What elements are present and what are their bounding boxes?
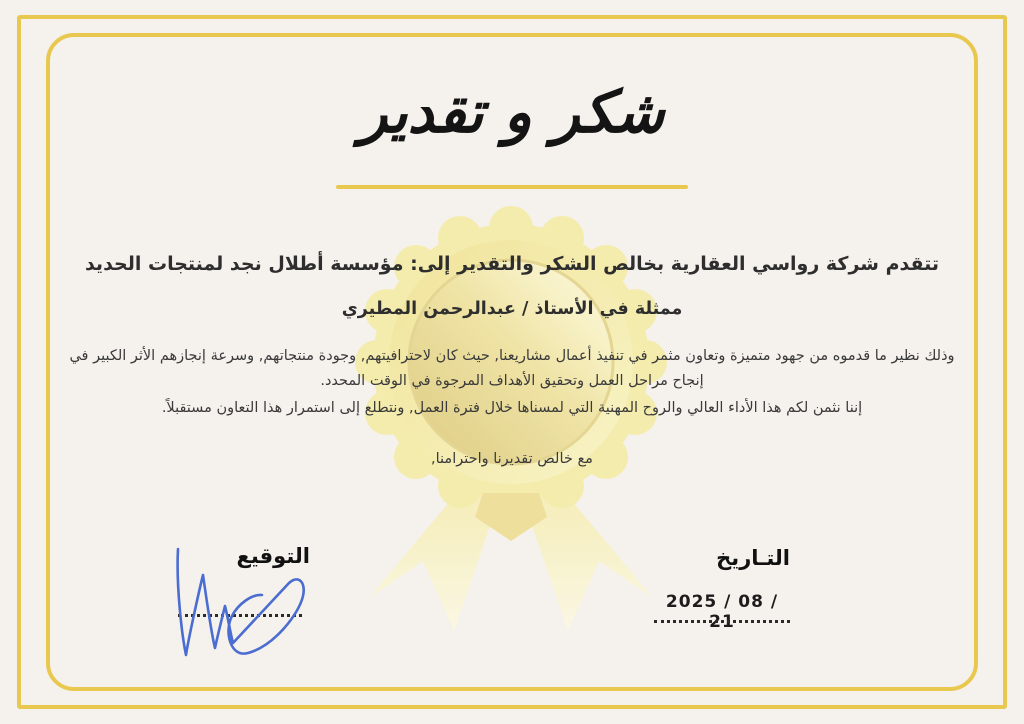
closing-line: مع خالص تقديرنا واحترامنا, bbox=[431, 451, 593, 467]
represented-by-line: ممثلة في الأستاذ / عبدالرحمن المطيري bbox=[341, 299, 683, 319]
date-value: 2025 / 08 / 21 bbox=[665, 592, 779, 632]
signature-icon bbox=[164, 546, 314, 664]
body-paragraph-1: وذلك نظير ما قدموه من جهود متميزة وتعاون مثمر في تنفيذ أعمال مشاريعنا, حيث كان لاحترافيتهم, وجودة منتجاتهم, وسرعة إنجازهم الأثر الكبير في إنجاح مراحل العمل وتحقيق الأهداف المرجوة في الوقت المحدد. bbox=[69, 348, 955, 389]
certificate-title: شكر و تقدير bbox=[359, 78, 665, 146]
signature-label: التوقيع bbox=[236, 544, 310, 568]
signature-block bbox=[160, 540, 320, 670]
date-dotted-line bbox=[654, 620, 790, 623]
title-divider-line bbox=[336, 185, 688, 189]
date-block bbox=[652, 542, 792, 632]
body-paragraph-2: إننا نثمن لكم هذا الأداء العالي والروح المهنية التي لمسناها خلال فترة العمل, ونتطلع إلى استمرار هذا التعاون مستقبلاً. bbox=[161, 400, 863, 416]
recipient-line: تتقدم شركة رواسي العقارية بخالص الشكر والتقدير إلى: مؤسسة أطلال نجد لمنتجات الحديد bbox=[84, 253, 940, 275]
date-label: التـاريخ bbox=[716, 546, 790, 570]
